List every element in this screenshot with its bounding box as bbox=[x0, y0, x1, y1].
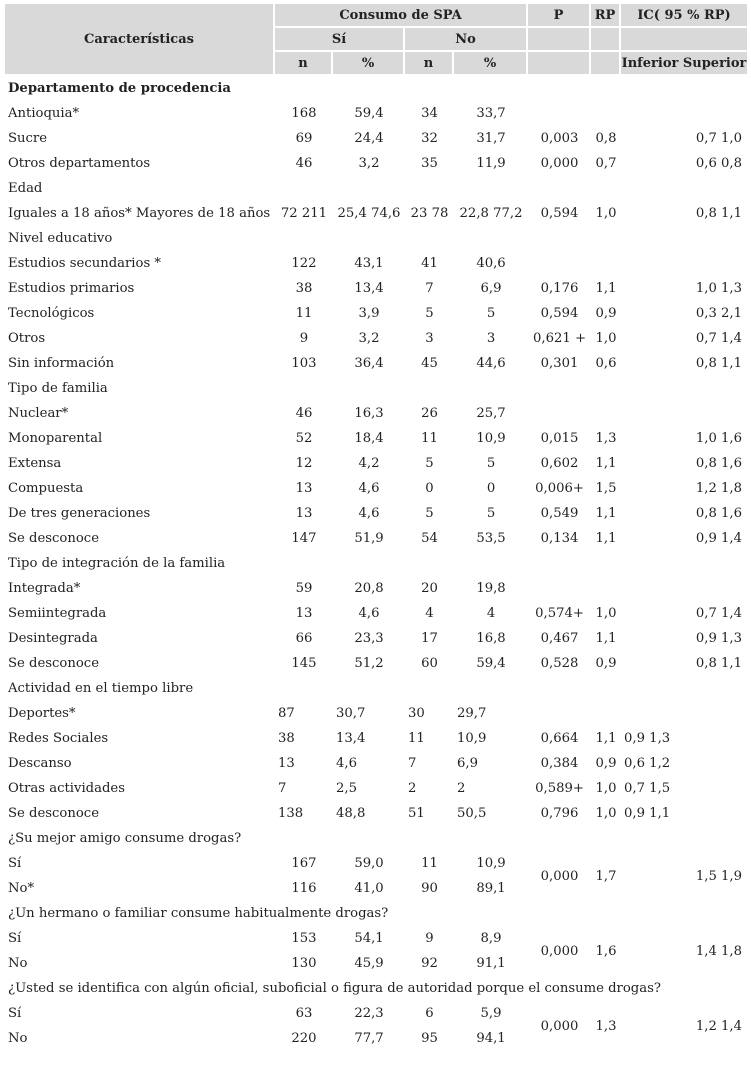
cell-pct-si: 36,4 bbox=[354, 356, 384, 371]
cell-pct-no: 5 bbox=[486, 506, 496, 521]
row-label: Sí bbox=[8, 856, 22, 871]
cell-n-no: 95 bbox=[421, 1031, 438, 1046]
cell-pct-si: 54,1 bbox=[354, 931, 384, 946]
cell-ci: 0,8 1,6 bbox=[695, 506, 743, 521]
cell-n-no: 45 bbox=[421, 356, 438, 371]
section-title: ¿Su mejor amigo consume drogas? bbox=[8, 831, 242, 846]
cell-p-value bbox=[528, 401, 591, 426]
cell-pct-no: 8,9 bbox=[480, 931, 502, 946]
cell-pct-si: 13,4 bbox=[354, 281, 384, 296]
cell-p-value: 0,664 bbox=[540, 731, 579, 746]
cell-pct-si: 51,9 bbox=[354, 531, 384, 546]
cell-p-value: 0,594 bbox=[540, 306, 579, 321]
cell-p-value: 0,301 bbox=[540, 356, 579, 371]
cell-ci: 0,9 1,3 bbox=[695, 631, 743, 646]
cell-n-no: 26 bbox=[421, 406, 438, 421]
cell-pct-no: 53,5 bbox=[476, 531, 506, 546]
cell-n-no: 7 bbox=[425, 281, 434, 296]
cell-n-no: 41 bbox=[421, 256, 438, 271]
row-label: Redes Sociales bbox=[8, 731, 109, 746]
cell-n-no: 35 bbox=[421, 156, 438, 171]
cell-p-value: 0,000 bbox=[540, 156, 579, 171]
cell-n-no: 5 bbox=[425, 506, 434, 521]
table-row bbox=[5, 626, 747, 651]
cell-rp: 0,8 bbox=[595, 131, 617, 146]
cell-n-si: 87 bbox=[278, 706, 295, 721]
section-title: Actividad en el tiempo libre bbox=[8, 681, 194, 696]
cell-p-value bbox=[528, 251, 591, 276]
cell-p-value: 0,000 bbox=[540, 943, 579, 959]
cell-ci: 0,7 1,0 bbox=[695, 131, 743, 146]
cell-n-si: 138 bbox=[278, 806, 304, 821]
row-label: Sí bbox=[8, 1006, 22, 1021]
cell-n-si: 13 bbox=[295, 606, 313, 621]
cell-ci: 0,8 1,1 bbox=[695, 356, 743, 371]
cell-pct-no: 50,5 bbox=[457, 806, 487, 821]
cell-pct-no: 2 bbox=[457, 781, 466, 796]
cell-pct-si: 59,4 bbox=[354, 106, 384, 121]
cell-p-value: 0,000 bbox=[540, 1018, 579, 1034]
cell-rp: 1,3 bbox=[595, 431, 617, 446]
cell-rp: 1,7 bbox=[595, 868, 617, 884]
cell-rp: 1,1 bbox=[595, 281, 617, 296]
spa-consumption-table bbox=[5, 4, 747, 1051]
cell-ci: 1,2 1,4 bbox=[695, 1018, 743, 1034]
cell-p-value bbox=[528, 576, 591, 601]
table-row bbox=[5, 151, 747, 176]
cell-n-no: 23 78 bbox=[410, 206, 449, 221]
cell-ci: 0,6 1,2 bbox=[624, 756, 671, 771]
cell-pct-si: 77,7 bbox=[354, 1031, 384, 1046]
header-p: P bbox=[528, 4, 591, 28]
cell-ci bbox=[621, 701, 747, 726]
cell-rp: 1,1 bbox=[595, 631, 617, 646]
cell-rp: 0,9 bbox=[595, 656, 617, 671]
cell-rp: 1,6 bbox=[595, 943, 617, 959]
row-label: Estudios secundarios * bbox=[8, 256, 162, 271]
cell-p-value: 0,176 bbox=[540, 281, 579, 296]
cell-pct-no: 94,1 bbox=[476, 1031, 506, 1046]
cell-ci: 0,8 1,6 bbox=[695, 456, 743, 471]
row-label: Sí bbox=[8, 931, 22, 946]
cell-p-value: 0,602 bbox=[540, 456, 579, 471]
cell-p-value: 0,549 bbox=[540, 506, 579, 521]
header-ic: IC( 95 % RP) bbox=[621, 4, 747, 28]
cell-pct-si: 59,0 bbox=[354, 856, 384, 871]
cell-pct-no: 91,1 bbox=[476, 956, 506, 971]
table-row bbox=[5, 926, 747, 951]
cell-pct-si: 43,1 bbox=[354, 256, 384, 271]
row-label: Extensa bbox=[8, 456, 62, 471]
table-row bbox=[5, 651, 747, 676]
cell-pct-si: 22,3 bbox=[354, 1006, 384, 1021]
cell-n-no: 17 bbox=[421, 631, 438, 646]
cell-pct-si: 20,8 bbox=[354, 581, 384, 596]
cell-n-no: 11 bbox=[421, 856, 438, 871]
row-label: Monoparental bbox=[8, 431, 103, 446]
cell-n-no: 92 bbox=[421, 956, 438, 971]
table-row bbox=[5, 501, 747, 526]
row-label: Antioquia* bbox=[8, 106, 80, 121]
cell-n-no: 11 bbox=[408, 731, 425, 746]
cell-n-si: 220 bbox=[291, 1031, 317, 1046]
cell-pct-no: 10,9 bbox=[457, 731, 487, 746]
cell-pct-no: 25,7 bbox=[476, 406, 506, 421]
row-label: De tres generaciones bbox=[8, 506, 151, 521]
row-label: Deportes* bbox=[8, 706, 76, 721]
cell-ci: 0,9 1,4 bbox=[695, 531, 743, 546]
cell-pct-no: 40,6 bbox=[476, 256, 506, 271]
cell-p-value: 0,384 bbox=[540, 756, 579, 771]
cell-rp bbox=[591, 251, 621, 276]
table-row bbox=[5, 451, 747, 476]
cell-rp: 1,0 bbox=[595, 331, 617, 346]
cell-n-si: 38 bbox=[295, 281, 313, 296]
cell-n-si: 63 bbox=[295, 1006, 313, 1021]
cell-n-no: 11 bbox=[421, 431, 438, 446]
cell-pct-no: 10,9 bbox=[476, 856, 506, 871]
cell-n-no: 34 bbox=[421, 106, 438, 121]
cell-n-no: 3 bbox=[425, 331, 434, 346]
cell-n-no: 30 bbox=[408, 706, 425, 721]
cell-n-si: 153 bbox=[291, 931, 317, 946]
table-row bbox=[5, 801, 747, 826]
cell-n-si: 130 bbox=[291, 956, 317, 971]
cell-pct-si: 4,6 bbox=[358, 481, 380, 496]
cell-p-value: 0,015 bbox=[540, 431, 579, 446]
header-inferior-superior: Inferior Superior bbox=[621, 52, 747, 76]
cell-rp bbox=[591, 701, 621, 726]
header-characteristics: Características bbox=[5, 4, 275, 76]
cell-ci: 1,5 1,9 bbox=[695, 868, 743, 884]
cell-pct-si: 3,9 bbox=[358, 306, 380, 321]
row-label: No* bbox=[8, 881, 35, 896]
cell-rp: 1,1 bbox=[595, 531, 617, 546]
section-title: Tipo de familia bbox=[8, 381, 108, 396]
section-title: Tipo de integración de la familia bbox=[8, 556, 226, 571]
table-row bbox=[5, 401, 747, 426]
cell-pct-si: 41,0 bbox=[354, 881, 384, 896]
cell-n-no: 5 bbox=[425, 456, 434, 471]
cell-n-no: 7 bbox=[408, 756, 417, 771]
cell-rp: 0,9 bbox=[595, 306, 617, 321]
cell-p-value: 0,000 bbox=[540, 868, 579, 884]
cell-pct-no: 6,9 bbox=[457, 756, 478, 771]
cell-ci: 0,7 1,4 bbox=[695, 331, 743, 346]
cell-rp: 1,5 bbox=[595, 481, 617, 496]
cell-ci bbox=[621, 101, 747, 126]
cell-rp: 0,6 bbox=[595, 356, 617, 371]
cell-rp: 1,0 bbox=[595, 781, 617, 796]
cell-n-no: 90 bbox=[421, 881, 438, 896]
table-row bbox=[5, 726, 747, 751]
cell-n-si: 59 bbox=[295, 581, 313, 596]
row-label: Nuclear* bbox=[8, 406, 69, 421]
cell-pct-si: 13,4 bbox=[336, 731, 366, 746]
row-label: Iguales a 18 años* Mayores de 18 años bbox=[8, 206, 271, 221]
cell-ci: 0,3 2,1 bbox=[695, 306, 743, 321]
table-row bbox=[5, 601, 747, 626]
cell-rp bbox=[591, 401, 621, 426]
cell-rp: 1,0 bbox=[595, 206, 617, 221]
cell-n-si: 9 bbox=[299, 331, 309, 346]
cell-pct-no: 89,1 bbox=[476, 881, 506, 896]
section-row bbox=[5, 551, 747, 576]
section-row bbox=[5, 676, 747, 701]
table-row bbox=[5, 476, 747, 501]
table-row bbox=[5, 526, 747, 551]
cell-p-value: 0,003 bbox=[540, 131, 579, 146]
cell-ci: 0,8 1,1 bbox=[695, 656, 743, 671]
cell-rp: 0,9 bbox=[595, 756, 617, 771]
cell-ci: 0,6 0,8 bbox=[695, 156, 743, 171]
header-blank bbox=[591, 28, 621, 52]
cell-pct-no: 6,9 bbox=[480, 281, 502, 296]
row-label: Otros bbox=[8, 331, 46, 346]
cell-p-value bbox=[528, 701, 591, 726]
table-row bbox=[5, 126, 747, 151]
cell-pct-si: 24,4 bbox=[354, 131, 384, 146]
cell-pct-si: 30,7 bbox=[336, 706, 366, 721]
cell-pct-si: 25,4 74,6 bbox=[337, 206, 401, 221]
cell-pct-no: 33,7 bbox=[476, 106, 506, 121]
section-title: Edad bbox=[8, 181, 43, 196]
row-label: Integrada* bbox=[8, 581, 81, 596]
header-consumo-spa: Consumo de SPA bbox=[275, 4, 528, 28]
cell-pct-no: 44,6 bbox=[476, 356, 506, 371]
cell-n-si: 168 bbox=[291, 106, 317, 121]
cell-rp: 1,0 bbox=[595, 806, 617, 821]
cell-n-si: 103 bbox=[291, 356, 317, 371]
row-label: No bbox=[8, 956, 28, 971]
cell-ci: 0,9 1,3 bbox=[624, 731, 671, 746]
cell-ci: 1,0 1,6 bbox=[695, 431, 743, 446]
cell-n-no: 20 bbox=[421, 581, 438, 596]
section-row bbox=[5, 901, 747, 926]
section-title: Departamento de procedencia bbox=[8, 81, 231, 96]
cell-n-si: 116 bbox=[291, 881, 317, 896]
cell-n-si: 52 bbox=[295, 431, 313, 446]
table-row bbox=[5, 776, 747, 801]
cell-pct-no: 5,9 bbox=[480, 1006, 502, 1021]
cell-n-si: 147 bbox=[291, 531, 317, 546]
section-row bbox=[5, 376, 747, 401]
section-title: ¿Usted se identifica con algún oficial, suboficial o figura de autoridad porque el consume drogas? bbox=[8, 981, 661, 996]
header-n-no: n bbox=[405, 52, 454, 76]
cell-n-si: 13 bbox=[295, 506, 313, 521]
section-row bbox=[5, 76, 747, 101]
row-label: No bbox=[8, 1031, 28, 1046]
table-row bbox=[5, 301, 747, 326]
table-row bbox=[5, 751, 747, 776]
cell-n-si: 167 bbox=[291, 856, 317, 871]
row-label: Estudios primarios bbox=[8, 281, 135, 296]
cell-n-no: 60 bbox=[421, 656, 438, 671]
section-row bbox=[5, 226, 747, 251]
cell-rp bbox=[591, 576, 621, 601]
section-row bbox=[5, 976, 747, 1001]
cell-rp: 0,7 bbox=[595, 156, 617, 171]
table-row bbox=[5, 701, 747, 726]
header-rp: RP bbox=[591, 4, 621, 28]
cell-n-no: 5 bbox=[425, 306, 434, 321]
section-row bbox=[5, 176, 747, 201]
table-body bbox=[5, 76, 747, 1051]
cell-p-value: 0,006+ bbox=[535, 481, 584, 496]
cell-n-si: 7 bbox=[278, 781, 287, 796]
header-pct-no: % bbox=[454, 52, 528, 76]
row-label: Se desconoce bbox=[8, 806, 99, 821]
row-label: Otras actividades bbox=[8, 781, 125, 796]
cell-p-value bbox=[528, 101, 591, 126]
cell-pct-no: 19,8 bbox=[476, 581, 506, 596]
row-label: Tecnológicos bbox=[8, 306, 95, 321]
results-table-container bbox=[5, 4, 747, 1051]
cell-n-si: 13 bbox=[295, 481, 313, 496]
cell-pct-no: 3 bbox=[486, 331, 496, 346]
header-blank bbox=[528, 52, 591, 76]
table-row bbox=[5, 201, 747, 226]
cell-n-si: 66 bbox=[295, 631, 313, 646]
cell-ci bbox=[621, 576, 747, 601]
table-row bbox=[5, 351, 747, 376]
cell-rp: 1,1 bbox=[595, 731, 617, 746]
table-row bbox=[5, 101, 747, 126]
cell-rp: 1,1 bbox=[595, 456, 617, 471]
header-blank bbox=[591, 52, 621, 76]
header-no: No bbox=[405, 28, 528, 52]
header-si: Sí bbox=[275, 28, 405, 52]
cell-pct-si: 18,4 bbox=[354, 431, 384, 446]
cell-n-no: 4 bbox=[425, 606, 434, 621]
table-row bbox=[5, 276, 747, 301]
table-row bbox=[5, 576, 747, 601]
cell-rp: 1,0 bbox=[595, 606, 617, 621]
cell-rp: 1,1 bbox=[595, 506, 617, 521]
cell-pct-si: 4,6 bbox=[358, 506, 380, 521]
cell-p-value: 0,594 bbox=[540, 206, 579, 221]
row-label: Desintegrada bbox=[8, 631, 98, 646]
cell-pct-si: 4,6 bbox=[336, 756, 357, 771]
cell-pct-no: 31,7 bbox=[476, 131, 506, 146]
section-row bbox=[5, 826, 747, 851]
cell-n-si: 69 bbox=[295, 131, 313, 146]
cell-p-value: 0,528 bbox=[540, 656, 579, 671]
cell-pct-no: 0 bbox=[486, 481, 496, 496]
table-row bbox=[5, 251, 747, 276]
row-label: Se desconoce bbox=[8, 656, 99, 671]
cell-pct-no: 4 bbox=[486, 606, 496, 621]
cell-pct-no: 5 bbox=[486, 306, 496, 321]
cell-n-no: 9 bbox=[425, 931, 434, 946]
table-row bbox=[5, 326, 747, 351]
cell-n-no: 6 bbox=[425, 1006, 434, 1021]
cell-n-si: 72 211 bbox=[280, 206, 328, 221]
header-blank bbox=[528, 28, 591, 52]
cell-ci: 1,4 1,8 bbox=[695, 943, 743, 959]
cell-n-no: 2 bbox=[408, 781, 417, 796]
cell-n-no: 32 bbox=[421, 131, 438, 146]
cell-ci: 0,9 1,1 bbox=[624, 806, 671, 821]
section-title: Nivel educativo bbox=[8, 231, 113, 246]
cell-pct-si: 2,5 bbox=[336, 781, 357, 796]
cell-ci: 0,8 1,1 bbox=[695, 206, 743, 221]
header-n-si: n bbox=[275, 52, 333, 76]
cell-pct-no: 5 bbox=[486, 456, 496, 471]
cell-ci: 1,2 1,8 bbox=[695, 481, 743, 496]
cell-pct-no: 11,9 bbox=[476, 156, 506, 171]
cell-p-value: 0,467 bbox=[540, 631, 579, 646]
row-label: Se desconoce bbox=[8, 531, 99, 546]
cell-n-no: 0 bbox=[425, 481, 434, 496]
cell-n-si: 145 bbox=[291, 656, 317, 671]
cell-p-value: 0,621 + bbox=[533, 331, 587, 346]
table-row bbox=[5, 426, 747, 451]
cell-pct-no: 59,4 bbox=[476, 656, 506, 671]
cell-pct-si: 3,2 bbox=[358, 156, 380, 171]
cell-pct-si: 4,2 bbox=[358, 456, 380, 471]
cell-ci: 0,7 1,5 bbox=[624, 781, 671, 796]
cell-pct-si: 4,6 bbox=[358, 606, 380, 621]
cell-pct-no: 29,7 bbox=[457, 706, 487, 721]
cell-n-si: 46 bbox=[295, 156, 313, 171]
cell-pct-si: 3,2 bbox=[358, 331, 380, 346]
cell-n-si: 46 bbox=[295, 406, 313, 421]
cell-n-no: 54 bbox=[421, 531, 438, 546]
cell-p-value: 0,574+ bbox=[535, 606, 584, 621]
cell-pct-no: 10,9 bbox=[476, 431, 506, 446]
cell-p-value: 0,134 bbox=[540, 531, 579, 546]
cell-ci: 1,0 1,3 bbox=[695, 281, 743, 296]
cell-n-si: 13 bbox=[278, 756, 295, 771]
cell-ci: 0,7 1,4 bbox=[695, 606, 743, 621]
cell-n-si: 11 bbox=[295, 306, 313, 321]
row-label: Sin información bbox=[8, 356, 115, 371]
table-row bbox=[5, 851, 747, 876]
table-row bbox=[5, 1001, 747, 1026]
cell-n-si: 38 bbox=[278, 731, 295, 746]
cell-p-value: 0,796 bbox=[540, 806, 579, 821]
row-label: Compuesta bbox=[8, 481, 84, 496]
header-pct-si: % bbox=[333, 52, 405, 76]
cell-ci bbox=[621, 401, 747, 426]
section-title: ¿Un hermano o familiar consume habitualmente drogas? bbox=[8, 906, 389, 921]
table-header bbox=[5, 4, 747, 76]
cell-pct-si: 16,3 bbox=[354, 406, 384, 421]
cell-pct-si: 51,2 bbox=[354, 656, 384, 671]
cell-pct-si: 48,8 bbox=[336, 806, 366, 821]
cell-p-value: 0,589+ bbox=[535, 781, 584, 796]
cell-pct-si: 45,9 bbox=[354, 956, 384, 971]
cell-ci bbox=[621, 251, 747, 276]
row-label: Semiintegrada bbox=[8, 606, 107, 621]
row-label: Descanso bbox=[8, 756, 72, 771]
cell-pct-si: 23,3 bbox=[354, 631, 384, 646]
cell-n-si: 122 bbox=[291, 256, 317, 271]
cell-n-si: 12 bbox=[295, 456, 313, 471]
row-label: Sucre bbox=[8, 131, 48, 146]
header-blank bbox=[621, 28, 747, 52]
cell-n-no: 51 bbox=[408, 806, 425, 821]
cell-rp: 1,3 bbox=[595, 1018, 617, 1034]
cell-rp bbox=[591, 101, 621, 126]
cell-pct-no: 16,8 bbox=[476, 631, 506, 646]
row-label: Otros departamentos bbox=[8, 156, 151, 171]
cell-pct-no: 22,8 77,2 bbox=[459, 206, 523, 221]
